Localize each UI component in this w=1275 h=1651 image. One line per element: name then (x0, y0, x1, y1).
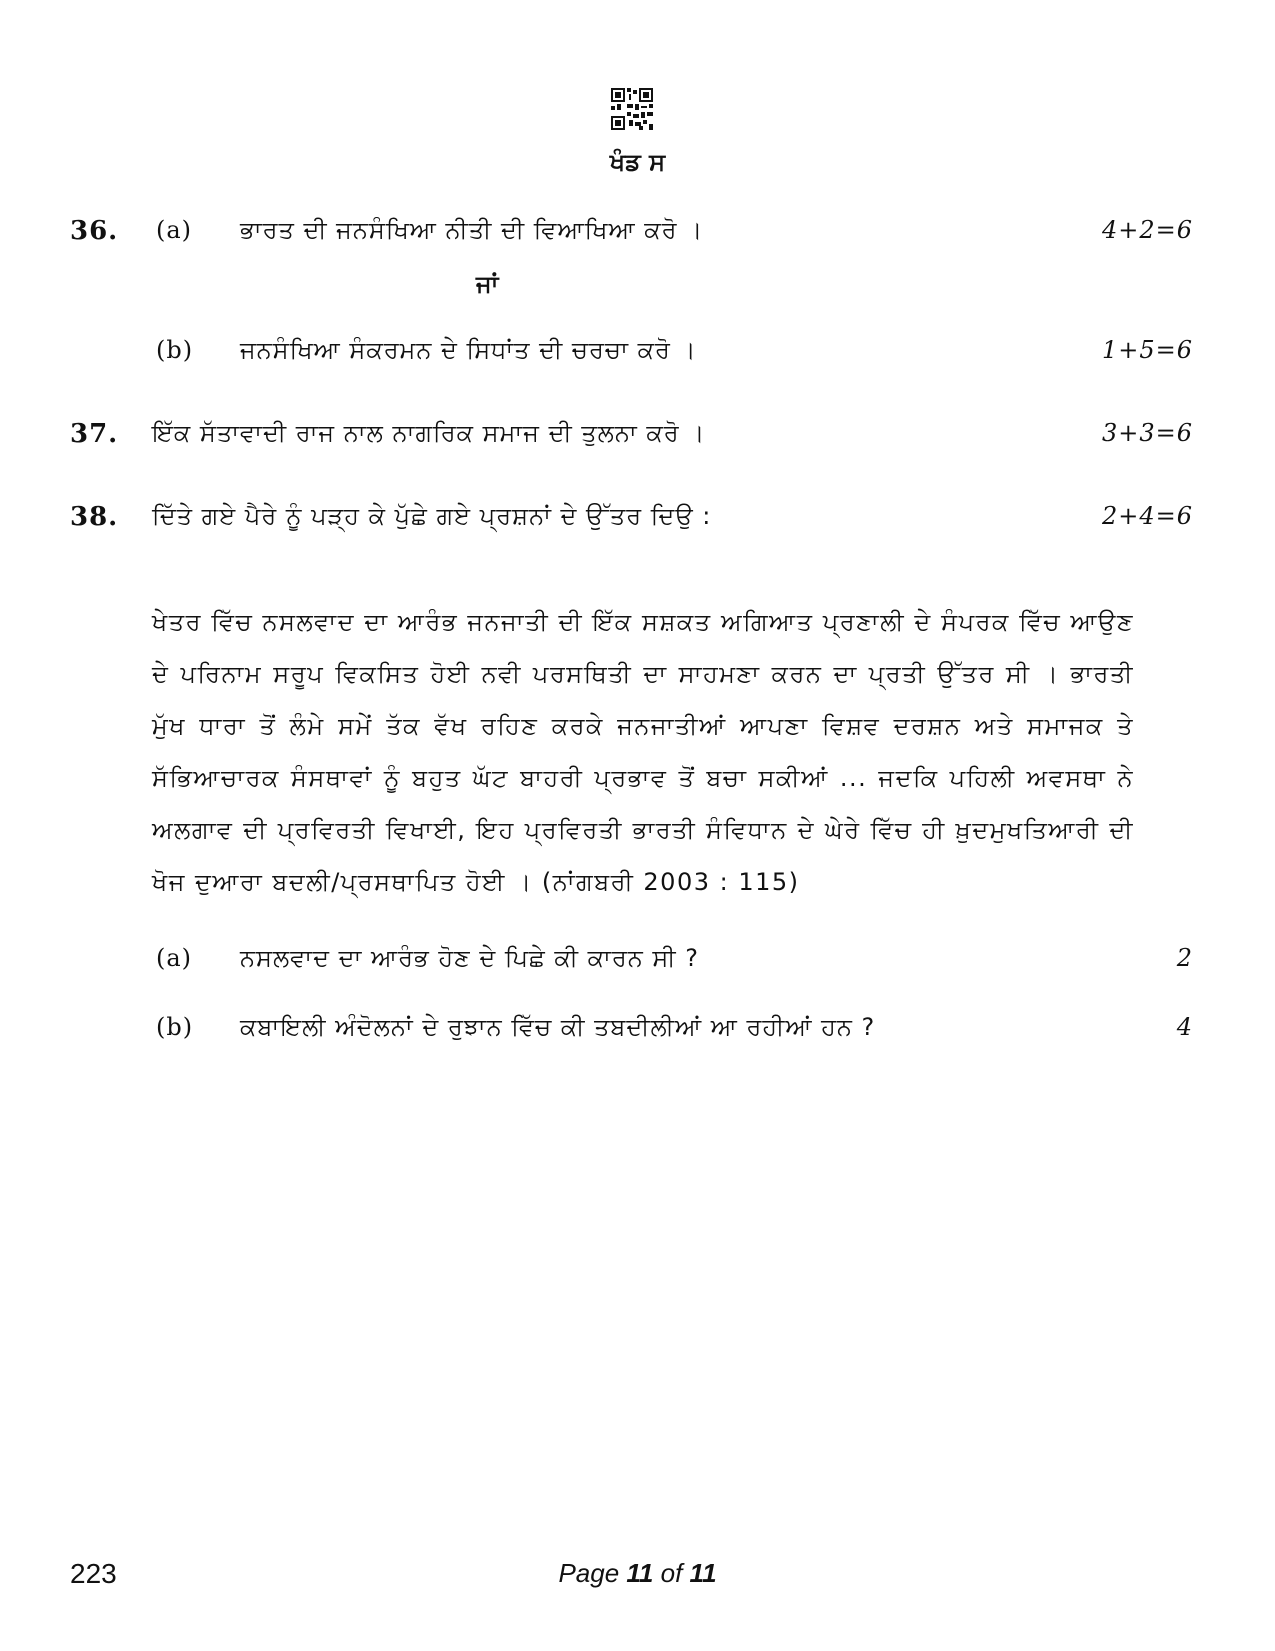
question-text: ਇੱਕ ਸੱਤਾਵਾਦੀ ਰਾਜ ਨਾਲ ਨਾਗਰਿਕ ਸਮਾਜ ਦੀ ਤੁਲਨਾ ਕਰੋ । (152, 419, 706, 447)
question-number: 36. (70, 216, 119, 246)
marks: 2 (1176, 944, 1193, 972)
marks: 4+2=6 (1101, 216, 1193, 244)
marks: 2+4=6 (1101, 502, 1193, 530)
page-of: of (653, 1558, 690, 1588)
question-text: ਜਨਸੰਖਿਆ ਸੰਕਰਮਨ ਦੇ ਸਿਧਾਂਤ ਦੀ ਚਰਚਾ ਕਰੋ । (240, 336, 697, 364)
qr-code-icon (611, 88, 653, 130)
question-text: ਕਬਾਇਲੀ ਅੰਦੋਲਨਾਂ ਦੇ ਰੁਝਾਨ ਵਿੱਚ ਕੀ ਤਬਦੀਲੀਆਂ ਆ ਰਹੀਆਂ ਹਨ ? (240, 1013, 876, 1041)
section-heading: ਖੰਡ ਸ (609, 148, 666, 176)
question-text: ਨਸਲਵਾਦ ਦਾ ਆਰੰਭ ਹੋਣ ਦੇ ਪਿਛੇ ਕੀ ਕਾਰਨ ਸੀ ? (240, 944, 699, 972)
question-number: 37. (70, 419, 119, 449)
sub-label: (b) (156, 1013, 194, 1041)
question-text: ਭਾਰਤ ਦੀ ਜਨਸੰਖਿਆ ਨੀਤੀ ਦੀ ਵਿਆਖਿਆ ਕਰੋ । (240, 216, 704, 244)
sub-label: (a) (156, 216, 193, 244)
question-text: ਦਿੱਤੇ ਗਏ ਪੈਰੇ ਨੂੰ ਪੜ੍ਹ ਕੇ ਪੁੱਛੇ ਗਏ ਪ੍ਰਸ਼ਨਾਂ ਦੇ ਉੱਤਰ ਦਿਉ : (152, 502, 712, 530)
marks: 3+3=6 (1101, 419, 1193, 447)
paper-code: 223 (70, 1558, 117, 1589)
question-number: 38. (70, 502, 119, 532)
page-current: 11 (626, 1558, 654, 1588)
passage-text: ਖੇਤਰ ਵਿੱਚ ਨਸਲਵਾਦ ਦਾ ਆਰੰਭ ਜਨਜਾਤੀ ਦੀ ਇੱਕ ਸਸ਼ਕਤ ਅਗਿਆਤ ਪ੍ਰਣਾਲੀ ਦੇ ਸੰਪਰਕ ਵਿੱਚ ਆਉਣ ਦੇ ਪਰਿਨਾਮ ਸਰੂਪ ਵਿਕਸਿਤ ਹੋਈ ਨਵੀ ਪਰਸਥਿਤੀ ਦਾ ਸਾਹਮਣਾ ਕਰਨ ਦਾ ਪ੍ਰਤੀ ਉੱਤਰ ਸੀ । ਭਾਰਤੀ ਮੁੱਖ ਧਾਰਾ ਤੋਂ ਲੰਮੇ ਸਮੇਂ ਤੱਕ ਵੱਖ ਰਹਿਣ ਕਰਕੇ ਜਨਜਾਤੀਆਂ ਆਪਣਾ ਵਿਸ਼ਵ ਦਰਸ਼ਨ ਅਤੇ ਸਮਾਜਕ ਤੇ ਸੱਭਿਆਚਾਰਕ ਸੰਸਥਾਵਾਂ ਨੂੰ ਬਹੁਤ ਘੱਟ ਬਾਹਰੀ ਪ੍ਰਭਾਵ ਤੋਂ ਬਚਾ ਸਕੀਆਂ ... ਜਦਕਿ ਪਹਿਲੀ ਅਵਸਥਾ ਨੇ ਅਲਗਾਵ ਦੀ ਪ੍ਰਵਿਰਤੀ ਵਿਖਾਈ, ਇਹ ਪ੍ਰਵਿਰਤੀ ਭਾਰਤੀ ਸੰਵਿਧਾਨ ਦੇ ਘੇਰੇ ਵਿੱਚ ਹੀ ਖ਼ੁਦਮੁਖਤਿਆਰੀ ਦੀ ਖੋਜ ਦੁਆਰਾ ਬਦਲੀ/ਪ੍ਰਸਥਾਪਿਤ ਹੋਈ । (ਨਾਂਗਬਰੀ 2003 : 115) (152, 608, 1134, 896)
page-prefix: Page (558, 1558, 627, 1588)
sub-label: (a) (156, 944, 193, 972)
marks: 4 (1176, 1013, 1193, 1041)
page-number (0, 1558, 1275, 1589)
marks: 1+5=6 (1101, 336, 1193, 364)
sub-label: (b) (156, 336, 194, 364)
or-word: ਜਾਂ (476, 270, 500, 298)
page-total: 11 (689, 1558, 717, 1588)
